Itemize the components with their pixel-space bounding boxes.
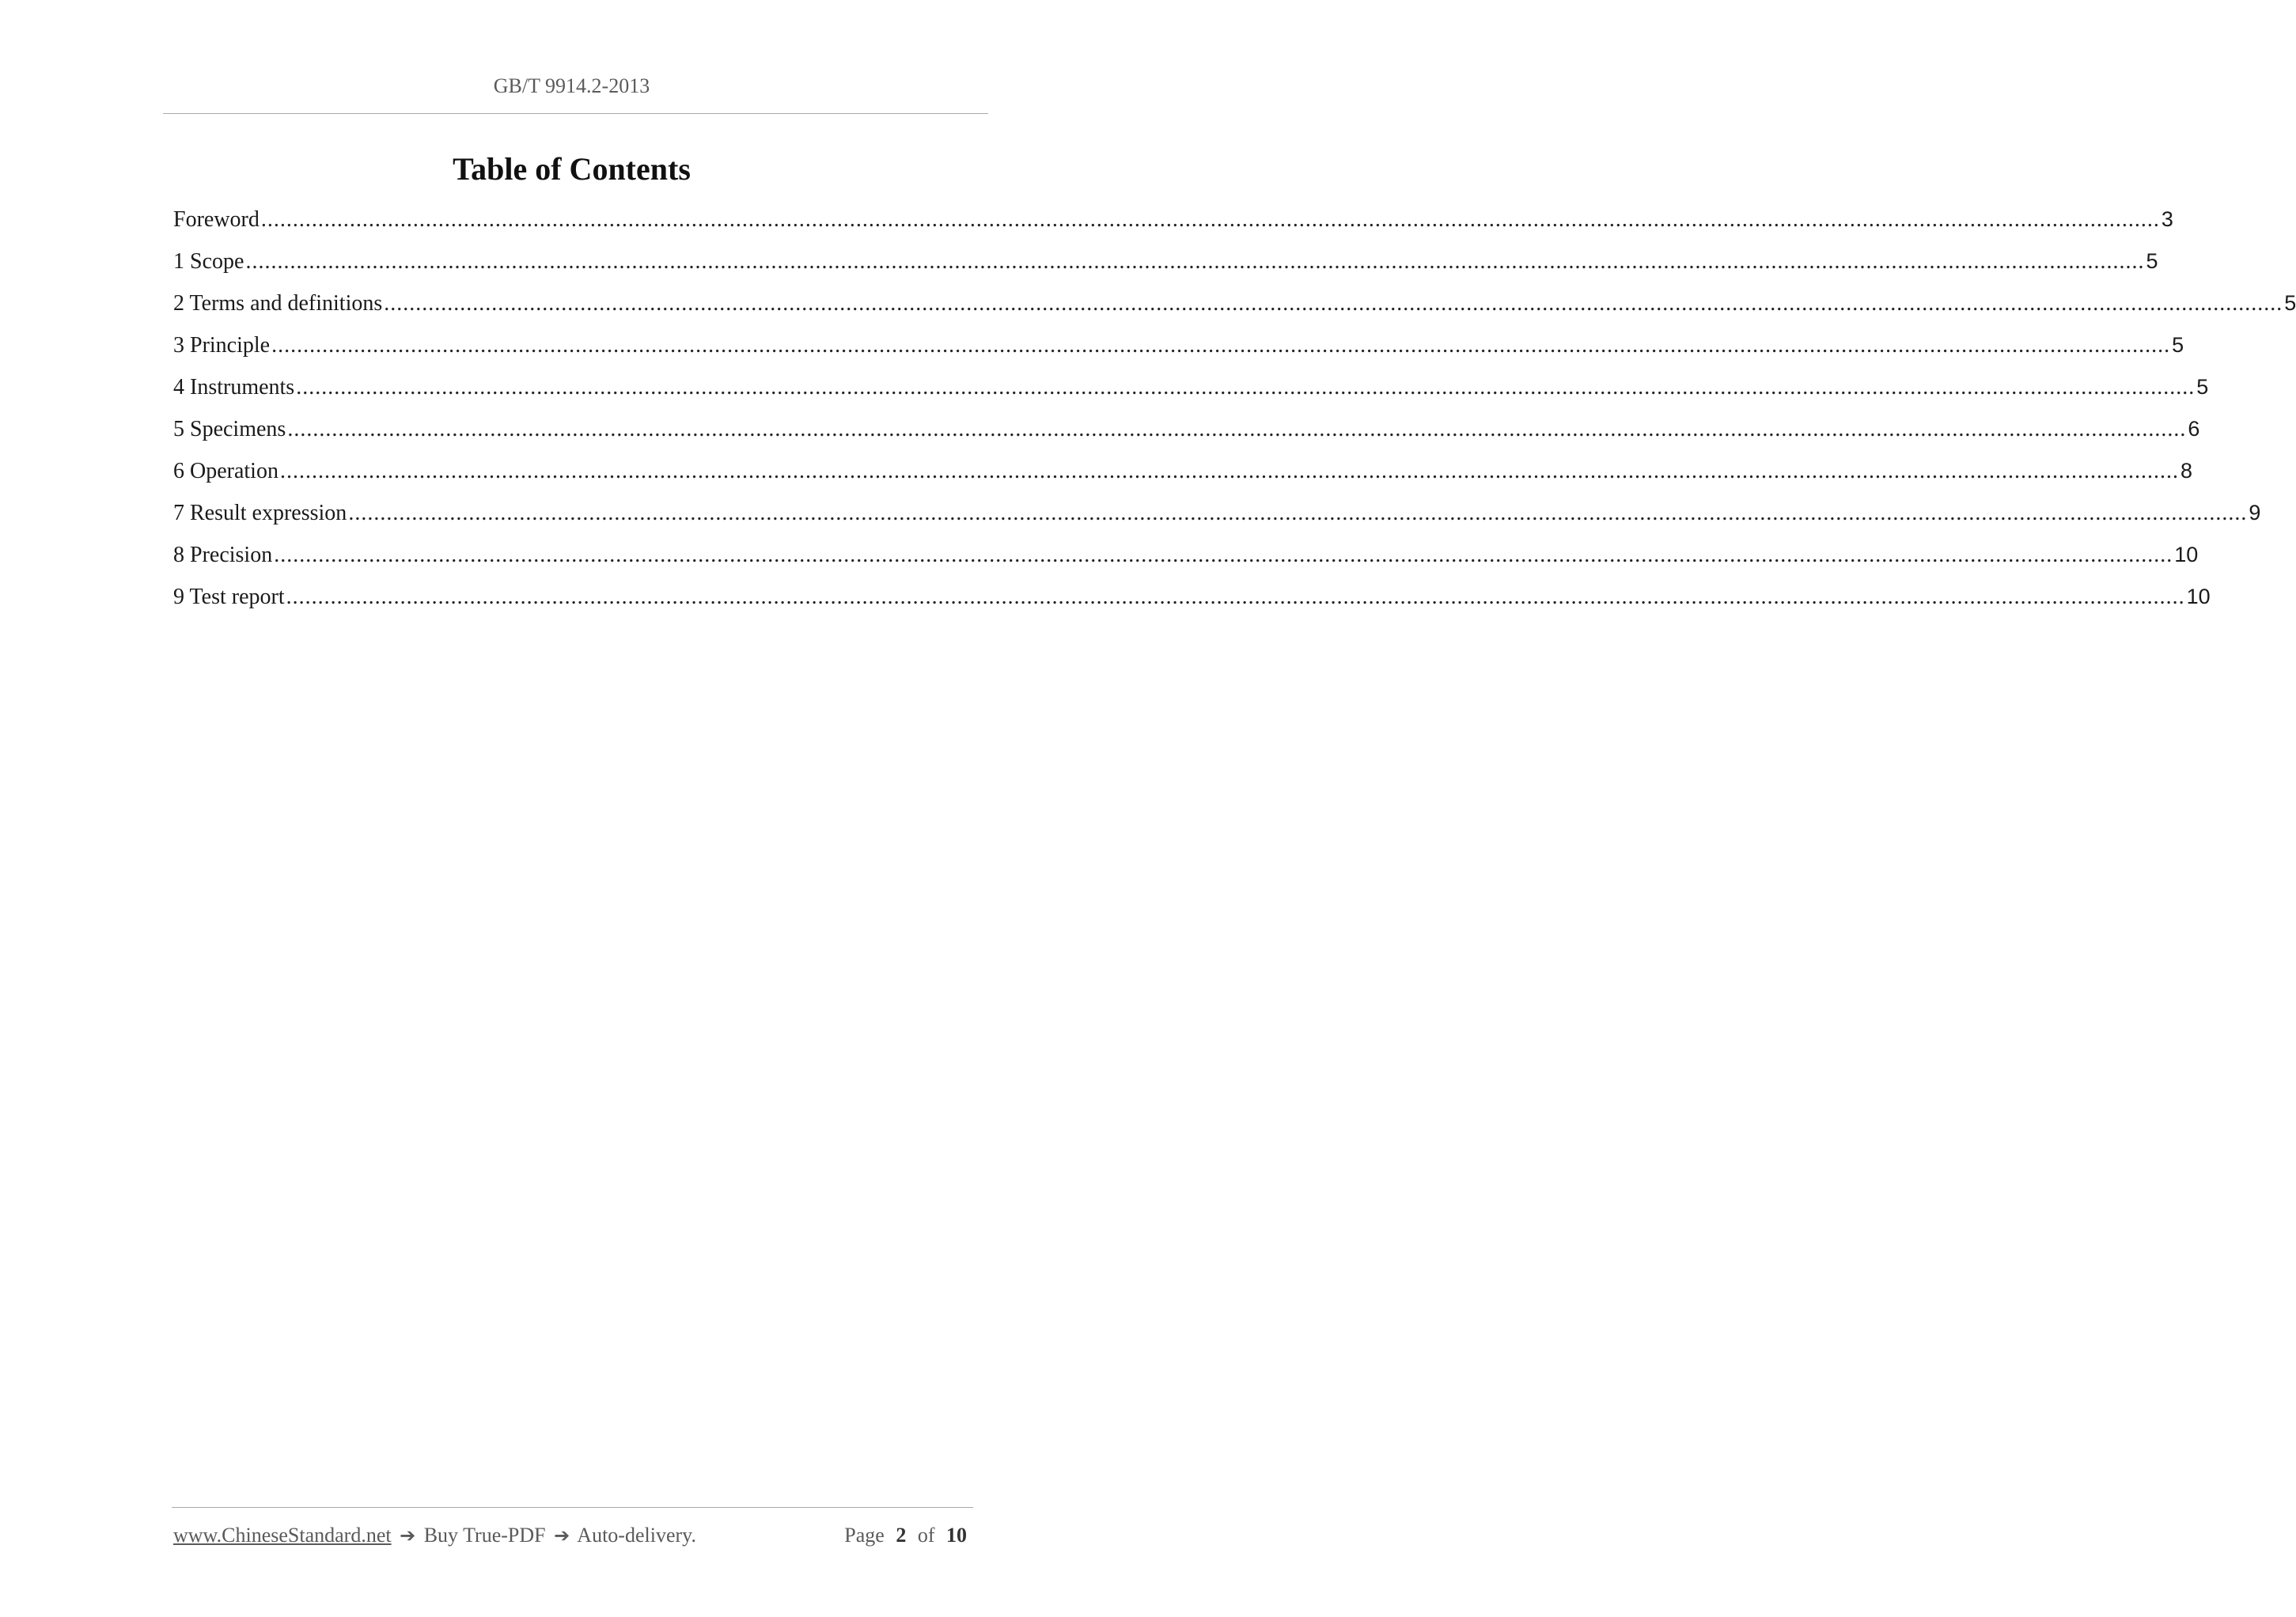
toc-entry-label: 4 Instruments — [173, 375, 295, 400]
toc-entry-label: 1 Scope — [173, 249, 244, 274]
toc-entry-page: 6 — [2188, 417, 2200, 441]
toc-leader-dots: ............................................................................................................................................................................................................................................................................................................ — [260, 207, 2160, 232]
toc-entry-test-report[interactable] — [173, 585, 2211, 627]
arrow-right-icon: ➔ — [400, 1524, 416, 1547]
toc-entry-result-expression[interactable] — [173, 501, 2261, 543]
toc-entry-operation[interactable] — [173, 459, 2192, 501]
footer-promo — [173, 1524, 696, 1547]
toc-entry-page: 5 — [2146, 249, 2158, 273]
toc-entry-page: 5 — [2172, 333, 2184, 357]
toc-leader-dots: ............................................................................................................................................................................................................................................................................................................ — [384, 291, 2283, 316]
toc-entry-foreword[interactable] — [173, 207, 2173, 249]
toc-entry-page: 3 — [2161, 207, 2173, 231]
toc-leader-dots: ............................................................................................................................................................................................................................................................................................................ — [296, 375, 2196, 400]
toc-entry-label: Foreword — [173, 207, 260, 232]
toc-entry-principle[interactable] — [173, 333, 2184, 375]
toc-leader-dots: ............................................................................................................................................................................................................................................................................................................ — [286, 585, 2185, 609]
toc-entry-page: 8 — [2180, 459, 2192, 483]
table-of-contents — [173, 207, 2296, 627]
toc-entry-scope[interactable] — [173, 249, 2158, 291]
document-id: GB/T 9914.2-2013 — [493, 74, 650, 97]
toc-entry-specimens[interactable] — [173, 417, 2200, 459]
toc-leader-dots: ............................................................................................................................................................................................................................................................................................................ — [287, 417, 2187, 441]
page-number — [844, 1524, 973, 1547]
current-page-number: 2 — [896, 1524, 907, 1547]
of-word: of — [917, 1524, 935, 1547]
toc-entry-page: 10 — [2186, 585, 2211, 608]
toc-entry-instruments[interactable] — [173, 375, 2209, 417]
page-title: Table of Contents — [453, 151, 691, 187]
page-word: Page — [844, 1524, 885, 1547]
document-header — [0, 74, 1143, 98]
total-page-count: 10 — [946, 1524, 967, 1547]
toc-leader-dots: ............................................................................................................................................................................................................................................................................................................ — [271, 333, 2171, 358]
toc-entry-label: 8 Precision — [173, 543, 273, 567]
toc-entry-label: 6 Operation — [173, 459, 278, 483]
website-link[interactable]: www.ChineseStandard.net — [173, 1524, 392, 1547]
toc-leader-dots: ............................................................................................................................................................................................................................................................................................................ — [348, 501, 2248, 525]
toc-entry-page: 5 — [2284, 291, 2296, 315]
toc-leader-dots: ............................................................................................................................................................................................................................................................................................................ — [245, 249, 2145, 274]
toc-entry-page: 9 — [2249, 501, 2261, 524]
toc-entry-label: 9 Test report — [173, 585, 285, 609]
toc-entry-label: 5 Specimens — [173, 417, 286, 441]
toc-leader-dots: ............................................................................................................................................................................................................................................................................................................ — [274, 543, 2173, 567]
buy-true-pdf-text: Buy True-PDF — [423, 1524, 546, 1547]
toc-entry-label: 7 Result expression — [173, 501, 347, 525]
toc-entry-label: 3 Principle — [173, 333, 271, 358]
footer-divider — [172, 1507, 973, 1508]
toc-entry-precision[interactable] — [173, 543, 2199, 585]
toc-leader-dots: ............................................................................................................................................................................................................................................................................................................ — [279, 459, 2179, 483]
header-divider — [163, 113, 988, 114]
toc-entry-page: 10 — [2174, 543, 2199, 566]
toc-entry-page: 5 — [2196, 375, 2209, 399]
toc-entry-terms-and-definitions[interactable] — [173, 291, 2296, 333]
auto-delivery-text: Auto-delivery. — [577, 1524, 696, 1547]
arrow-right-icon: ➔ — [554, 1524, 570, 1547]
toc-entry-label: 2 Terms and definitions — [173, 291, 383, 316]
